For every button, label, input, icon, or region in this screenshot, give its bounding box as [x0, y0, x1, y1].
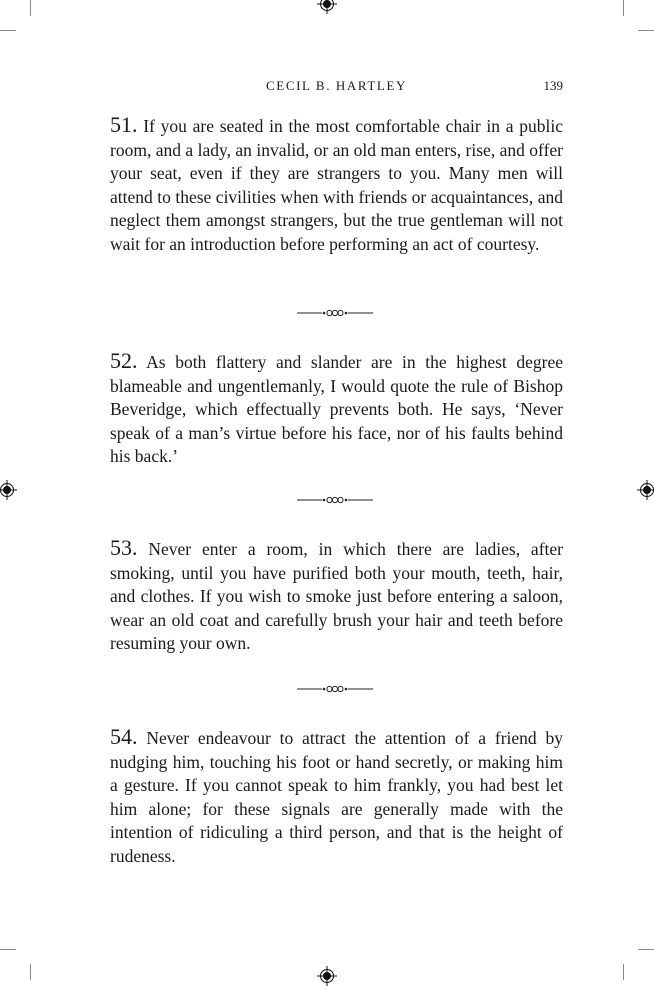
paragraph-54	[110, 725, 563, 868]
running-head: CECIL B. HARTLEY	[266, 78, 407, 93]
paragraph-text: As both flattery and slander are in the highest degree blameable and ungentlemanly, I would quote the rule of Bishop Beveridge, which effectually prevents both. He says, ‘Never speak of a man’s virtue before his face, nor of his faults behind his back.’	[110, 352, 563, 466]
paragraph-number: 51.	[110, 112, 138, 137]
page-number: 139	[543, 78, 563, 93]
paragraph-text: Never endeavour to attract the attention of a friend by nudging him, touching his foot or hand secretly, or making him a gesture. If you cannot speak to him frankly, you had best let him alone; for these signals are generally made with the intention of ridiculing a third person, and that is the height of rudeness.	[110, 728, 563, 866]
paragraph-text: If you are seated in the most comfortable chair in a public room, and a lady, an invalid, or an old man enters, rise, and offer your seat, even if they are strangers to you. Many men will attend to these civilities when with friends or acquaintances, and neglect them amongst strangers, but the true gentleman will not wait for an introduction before performing an act of courtesy.	[110, 116, 563, 254]
paragraph-51	[110, 113, 563, 256]
crop-mark	[30, 964, 31, 980]
crop-mark	[623, 964, 624, 980]
scroll-flourish-icon	[297, 307, 373, 319]
paragraph-text: Never enter a room, in which there are ladies, after smoking, until you have purified both your mouth, teeth, hair, and clothes. If you wish to smoke just before entering a saloon, wear an old coat and carefully brush your hair and teeth before resuming your own.	[110, 539, 563, 653]
paragraph-number: 53.	[110, 535, 138, 560]
registration-mark-icon	[317, 966, 337, 986]
crop-mark	[638, 30, 654, 31]
crop-mark	[0, 30, 16, 31]
registration-mark-icon	[0, 480, 17, 500]
registration-mark-icon	[637, 480, 654, 500]
paragraph-52	[110, 349, 563, 469]
crop-mark	[0, 949, 16, 950]
registration-mark-icon	[317, 0, 337, 14]
crop-mark	[638, 949, 654, 950]
paragraph-number: 54.	[110, 724, 138, 749]
crop-mark	[623, 0, 624, 16]
crop-mark	[30, 0, 31, 16]
scroll-flourish-icon	[297, 494, 373, 506]
scroll-flourish-icon	[297, 683, 373, 695]
paragraph-number: 52.	[110, 348, 138, 373]
paragraph-53	[110, 536, 563, 656]
page-header	[110, 78, 563, 98]
